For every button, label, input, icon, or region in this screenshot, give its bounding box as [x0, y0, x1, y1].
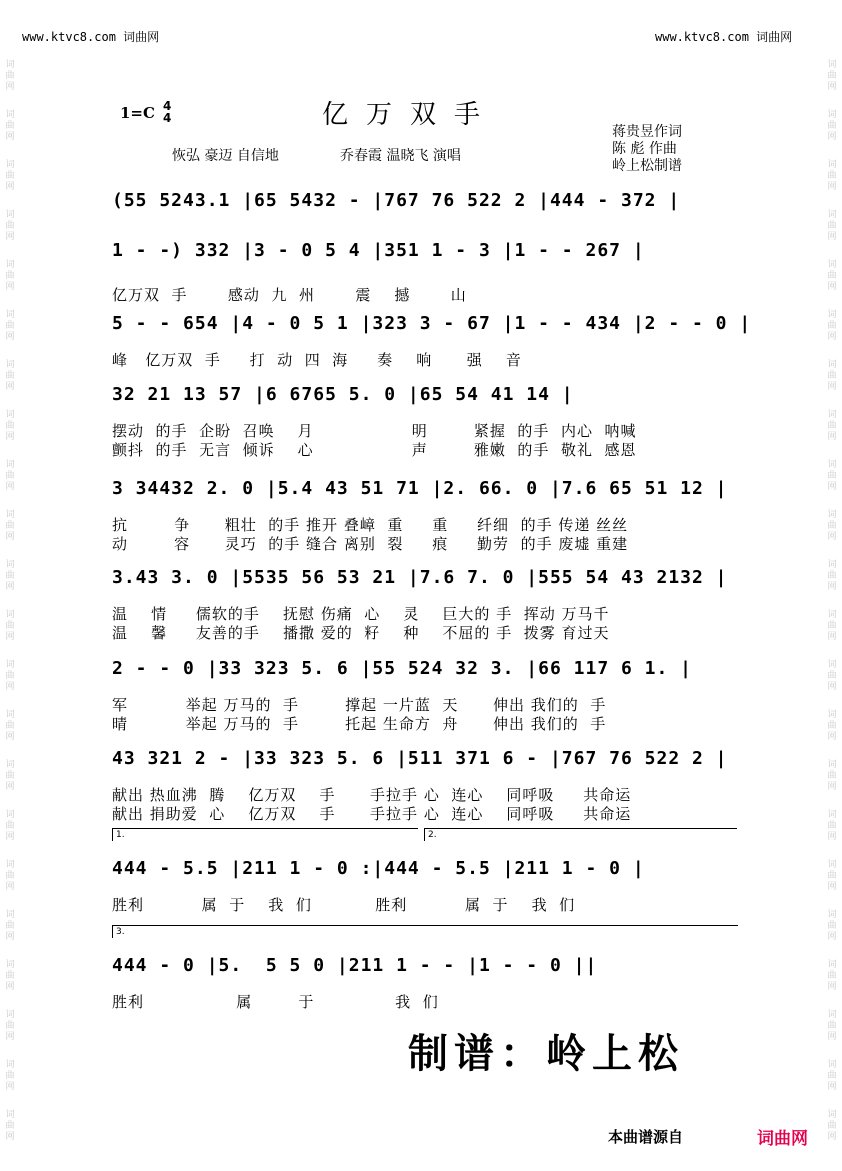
- watermark-glyphs: 词 曲 网: [827, 310, 837, 342]
- watermark-glyphs: 词 曲 网: [827, 260, 837, 292]
- watermark-glyphs: 词 曲 网: [5, 60, 15, 92]
- watermark-glyphs: 词 曲 网: [5, 910, 15, 942]
- lyric-line: 温 情 儒软的手 抚慰 伤痛 心 灵 巨大的 手 挥动 万马千: [112, 605, 610, 623]
- lyric-line: 献出 热血沸 腾 亿万双 手 手拉手 心 连心 同呼吸 共命运: [112, 786, 632, 804]
- notation-row: 444 - 0 |5. 5 5 0 |211 1 - - |1 - - 0 ||: [112, 955, 598, 976]
- lyric-line: 胜利 属 于 我 们 胜利 属 于 我 们: [112, 896, 576, 914]
- notation-row: 5 - - 654 |4 - 0 5 1 |323 3 - 67 |1 - - 434 |2 - - 0 |: [112, 313, 752, 334]
- notation-row: 3 34432 2. 0 |5.4 43 51 71 |2. 66. 0 |7.6 65 51 12 |: [112, 478, 728, 499]
- notation-row: (55 5243.1 |65 5432 - |767 76 522 2 |444 - 372 |: [112, 190, 681, 211]
- watermark-glyphs: 词 曲 网: [5, 810, 15, 842]
- notation-row: 3.43 3. 0 |5535 56 53 21 |7.6 7. 0 |555 54 43 2132 |: [112, 567, 728, 588]
- watermark-glyphs: 词 曲 网: [827, 960, 837, 992]
- time-signature: [163, 100, 171, 124]
- lyric-line: 摆动 的手 企盼 召唤 月 明 紧握 的手 内心 呐喊: [112, 422, 637, 440]
- watermark-glyphs: 词 曲 网: [827, 360, 837, 392]
- lyric-line: 颤抖 的手 无言 倾诉 心 声 雅嫩 的手 敬礼 感恩: [112, 441, 637, 459]
- lyric-line: 胜利 属 于 我 们: [112, 993, 439, 1011]
- performers: 乔春霞 温晓飞 演唱: [340, 148, 461, 164]
- watermark-glyphs: 词 曲 网: [5, 560, 15, 592]
- watermark-glyphs: 词 曲 网: [827, 410, 837, 442]
- time-sig-top: 4: [163, 99, 172, 113]
- volta-number: 1.: [116, 830, 125, 840]
- site-url-left: www.ktvc8.com 词曲网: [22, 30, 160, 44]
- song-title: 亿万双手: [322, 100, 499, 130]
- credits: [612, 124, 682, 175]
- lyric-line: 献出 捐助爱 心 亿万双 手 手拉手 心 连心 同呼吸 共命运: [112, 805, 632, 823]
- watermark-glyphs: 词 曲 网: [5, 110, 15, 142]
- arranger-signature: 制谱：岭上松: [408, 1030, 684, 1077]
- watermark-glyphs: 词 曲 网: [5, 1010, 15, 1042]
- watermark-glyphs: 词 曲 网: [827, 460, 837, 492]
- watermark-glyphs: 词 曲 网: [827, 160, 837, 192]
- notation-row: 444 - 5.5 |211 1 - 0 :|444 - 5.5 |211 1 - 0 |: [112, 858, 645, 879]
- watermark-glyphs: 词 曲 网: [5, 1060, 15, 1092]
- watermark-glyphs: 词 曲 网: [5, 960, 15, 992]
- watermark-glyphs: 词 曲 网: [827, 1110, 837, 1142]
- lyric-line: 军 举起 万马的 手 撑起 一片蓝 天 伸出 我们的 手: [112, 696, 607, 714]
- credit-arranger: 岭上松制谱: [612, 158, 682, 174]
- watermark-glyphs: 词 曲 网: [827, 1060, 837, 1092]
- time-sig-bottom: 4: [163, 111, 172, 125]
- volta-number: 3.: [116, 927, 125, 937]
- credit-composer: 陈 彪 作曲: [612, 141, 677, 157]
- watermark-glyphs: 词 曲 网: [827, 610, 837, 642]
- watermark-glyphs: 词 曲 网: [5, 860, 15, 892]
- notation-row: 1 - -) 332 |3 - 0 5 4 |351 1 - 3 |1 - - 267 |: [112, 240, 645, 261]
- volta-bracket: [112, 828, 418, 841]
- watermark-glyphs: 词 曲 网: [5, 710, 15, 742]
- watermark-glyphs: 词 曲 网: [827, 760, 837, 792]
- watermark-glyphs: 词 曲 网: [827, 560, 837, 592]
- watermark-glyphs: 词 曲 网: [5, 360, 15, 392]
- watermark-glyphs: 词 曲 网: [5, 760, 15, 792]
- source-site: 词曲网: [757, 1129, 808, 1149]
- source-label: 本曲谱源自: [608, 1128, 684, 1146]
- lyric-line: 亿万双 手 感动 九 州 震 撼 山: [112, 286, 467, 304]
- watermark-glyphs: 词 曲 网: [5, 260, 15, 292]
- watermark-glyphs: 词 曲 网: [5, 510, 15, 542]
- watermark-glyphs: 词 曲 网: [827, 860, 837, 892]
- watermark-glyphs: 词 曲 网: [827, 110, 837, 142]
- watermark-glyphs: 词 曲 网: [5, 660, 15, 692]
- watermark-glyphs: 词 曲 网: [827, 60, 837, 92]
- notation-row: 2 - - 0 |33 323 5. 6 |55 524 32 3. |66 117 6 1. |: [112, 658, 693, 679]
- key-signature: 1=C: [120, 104, 155, 122]
- notation-row: 43 321 2 - |33 323 5. 6 |511 371 6 - |767 76 522 2 |: [112, 748, 728, 769]
- watermark-glyphs: 词 曲 网: [827, 810, 837, 842]
- watermark-glyphs: 词 曲 网: [5, 460, 15, 492]
- watermark-glyphs: 词 曲 网: [827, 710, 837, 742]
- watermark-glyphs: 词 曲 网: [827, 210, 837, 242]
- lyric-line: 抗 争 粗壮 的手 推开 叠嶂 重 重 纤细 的手 传递 丝丝: [112, 516, 629, 534]
- volta-number: 2.: [428, 830, 437, 840]
- lyric-line: 温 馨 友善的手 播撒 爱的 籽 种 不屈的 手 拨雾 育过天: [112, 624, 610, 642]
- watermark-glyphs: 词 曲 网: [5, 1110, 15, 1142]
- site-url-right: www.ktvc8.com 词曲网: [655, 30, 793, 44]
- lyric-line: 动 容 灵巧 的手 缝合 离别 裂 痕 勤劳 的手 废墟 重建: [112, 535, 629, 553]
- credit-lyricist: 蒋贵昱作词: [612, 124, 682, 140]
- lyric-line: 峰 亿万双 手 打 动 四 海 奏 响 强 音: [112, 351, 522, 369]
- notation-row: 32 21 13 57 |6 6765 5. 0 |65 54 41 14 |: [112, 384, 574, 405]
- watermark-glyphs: 词 曲 网: [5, 610, 15, 642]
- watermark-glyphs: 词 曲 网: [827, 1010, 837, 1042]
- watermark-glyphs: 词 曲 网: [5, 410, 15, 442]
- volta-bracket: [112, 925, 738, 938]
- watermark-glyphs: 词 曲 网: [5, 160, 15, 192]
- performance-style: 恢弘 豪迈 自信地: [172, 148, 279, 164]
- watermark-glyphs: 词 曲 网: [5, 310, 15, 342]
- watermark-glyphs: 词 曲 网: [827, 910, 837, 942]
- lyric-line: 晴 举起 万马的 手 托起 生命方 舟 伸出 我们的 手: [112, 715, 607, 733]
- watermark-glyphs: 词 曲 网: [5, 210, 15, 242]
- watermark-glyphs: 词 曲 网: [827, 660, 837, 692]
- volta-bracket: [424, 828, 737, 841]
- watermark-glyphs: 词 曲 网: [827, 510, 837, 542]
